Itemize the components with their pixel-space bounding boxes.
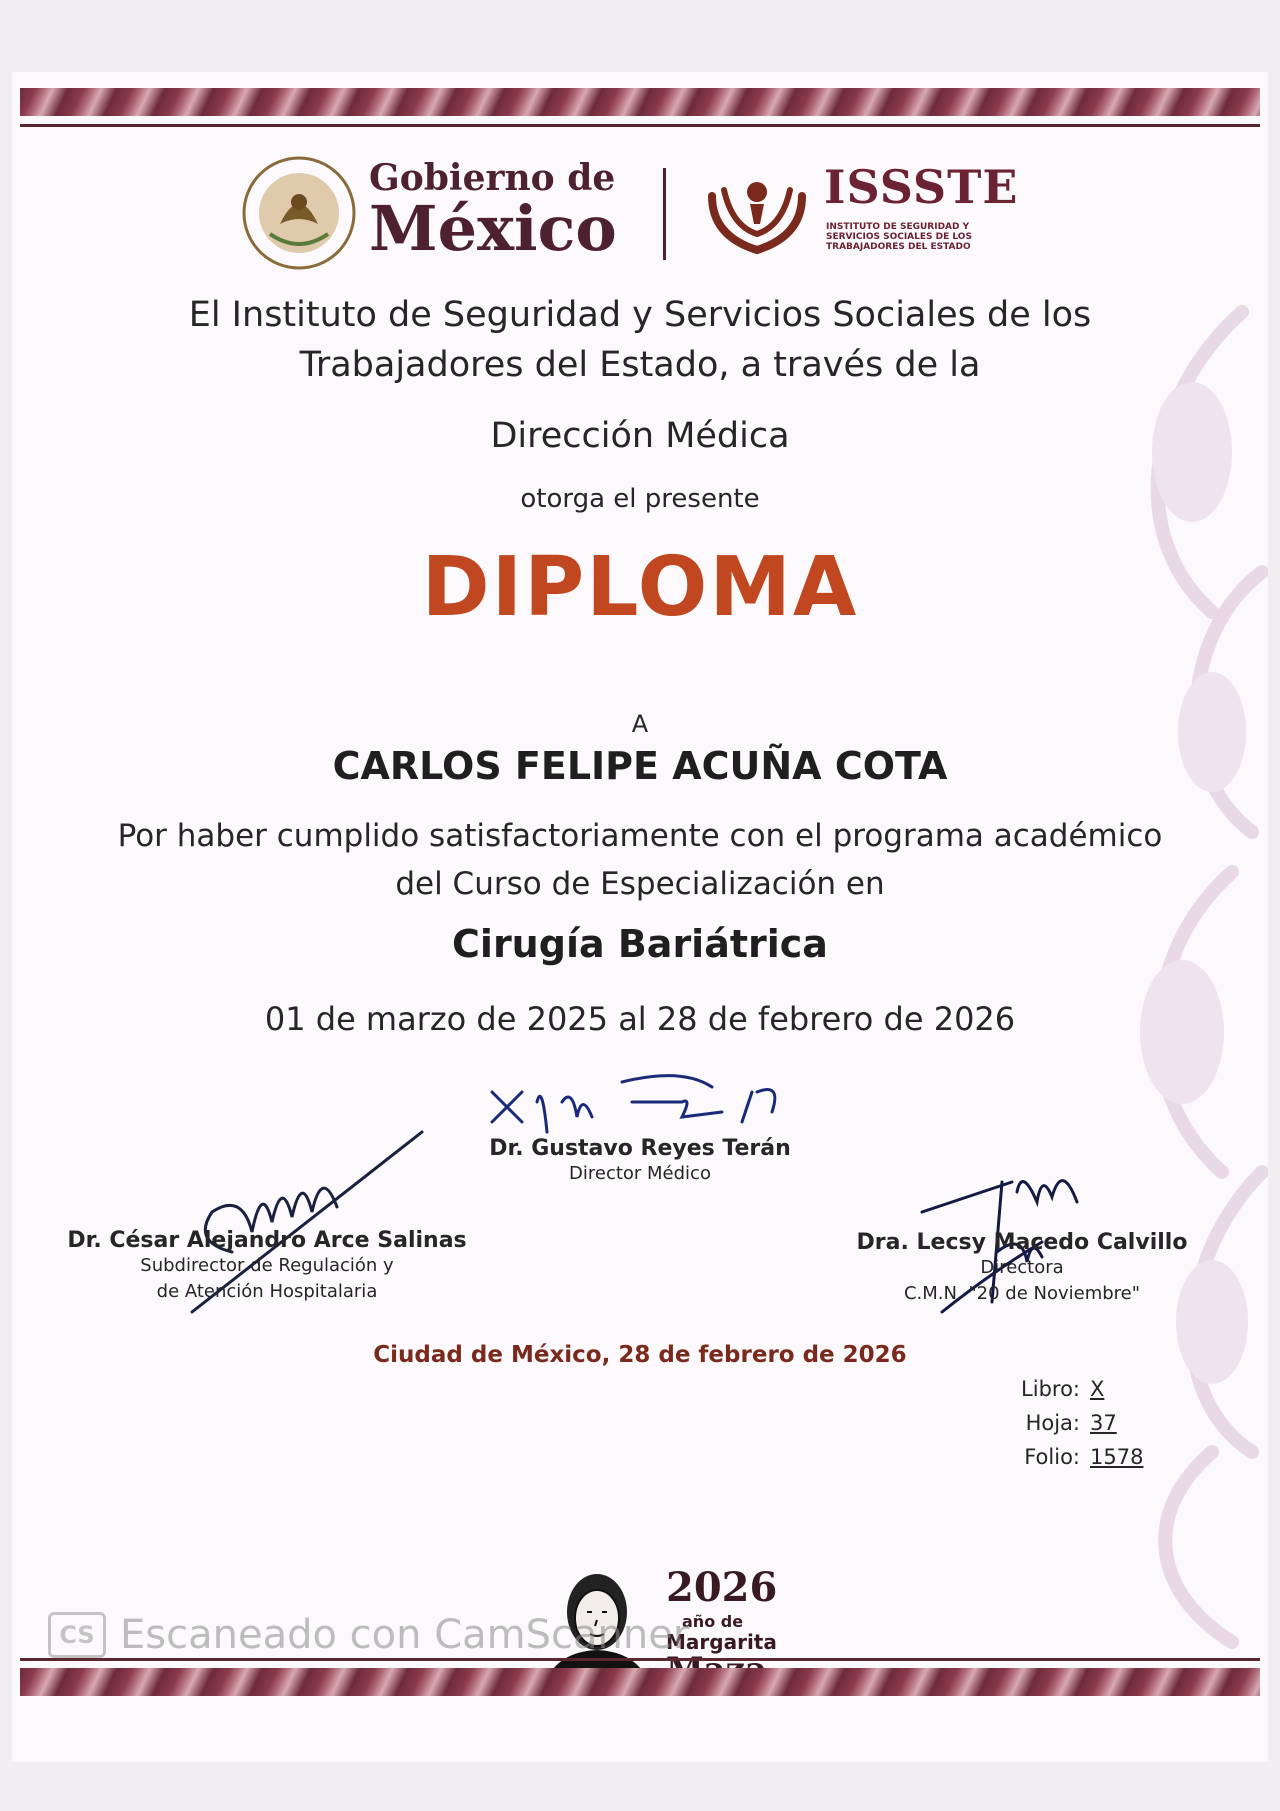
ledger-libro [992,1372,1143,1406]
government-wordmark [369,157,617,265]
to-label: A [631,710,649,738]
reason-text [12,812,1268,908]
institution-line: El Instituto de Seguridad y Servicios Sociales de los Trabajadores del Estado, a través de la [188,295,1092,385]
year-number: 2026 [666,1564,778,1611]
signatory-left-name: Dr. César Alejandro Arce Salinas [67,1228,467,1253]
direction-text: Dirección Médica [490,416,790,456]
signatory-right [812,1230,1232,1307]
year-subtitle: año de [682,1612,744,1631]
folio-value: 1578 [1090,1445,1144,1469]
signatory-left [52,1228,482,1305]
divider-line-top [20,124,1260,127]
recipient-name: CARLOS FELIPE ACUÑA COTA [332,744,948,788]
divider-line-bottom [20,1658,1260,1661]
ledger-folio [992,1440,1143,1474]
grants-text: otorga el presente [520,484,760,514]
coat-of-arms-seal [240,154,358,272]
decorative-band-bottom [20,1668,1260,1696]
libro-value: X [1090,1377,1105,1401]
camscanner-watermark [48,1612,689,1658]
reason-line: Por haber cumplido satisfactoriamente con el programa académico del Curso de Especialización en [117,818,1163,902]
signature-center [482,1062,812,1142]
signatory-center [440,1136,840,1187]
registry-ledger [992,1372,1143,1474]
hoja-label: Hoja: [1025,1411,1080,1435]
signatory-right-role-line2: C.M.N. "20 de Noviembre" [903,1283,1141,1304]
institution-text [12,290,1268,390]
signatory-center-role: Director Médico [569,1163,711,1184]
libro-label: Libro: [1021,1377,1080,1401]
gov-line1: Gobierno de [369,157,616,199]
year-name-first: Margarita [666,1630,777,1654]
camscanner-badge-icon: CS [48,1612,106,1658]
signatory-left-role-line2: de Atención Hospitalaria [156,1281,378,1302]
signatory-center-name: Dr. Gustavo Reyes Terán [489,1136,791,1161]
signatory-right-name: Dra. Lecsy Macedo Calvillo [856,1230,1188,1255]
course-name: Cirugía Bariátrica [452,922,828,966]
place-and-date: Ciudad de México, 28 de febrero de 2026 [373,1342,907,1368]
decorative-band-top [20,88,1260,116]
logo-divider [663,168,666,260]
issste-hands-logo [702,166,812,256]
folio-label: Folio: [1024,1445,1080,1469]
hoja-value: 37 [1090,1411,1117,1435]
camscanner-text: Escaneado con CamScanner [120,1612,690,1658]
gov-line2: México [369,192,617,265]
diploma-title: DIPLOMA [421,540,859,635]
signatory-left-role-line1: Subdirector de Regulación y [140,1255,394,1276]
diploma-page [12,72,1268,1762]
issste-subtitle: INSTITUTO DE SEGURIDAD Y SERVICIOS SOCIALES DE LOS TRABAJADORES DEL ESTADO [826,222,972,252]
issste-name: ISSSTE [824,160,1019,214]
course-period: 01 de marzo de 2025 al 28 de febrero de 2026 [264,1000,1016,1038]
ledger-hoja [992,1406,1143,1440]
signatory-right-role-line1: Directora [980,1257,1064,1278]
